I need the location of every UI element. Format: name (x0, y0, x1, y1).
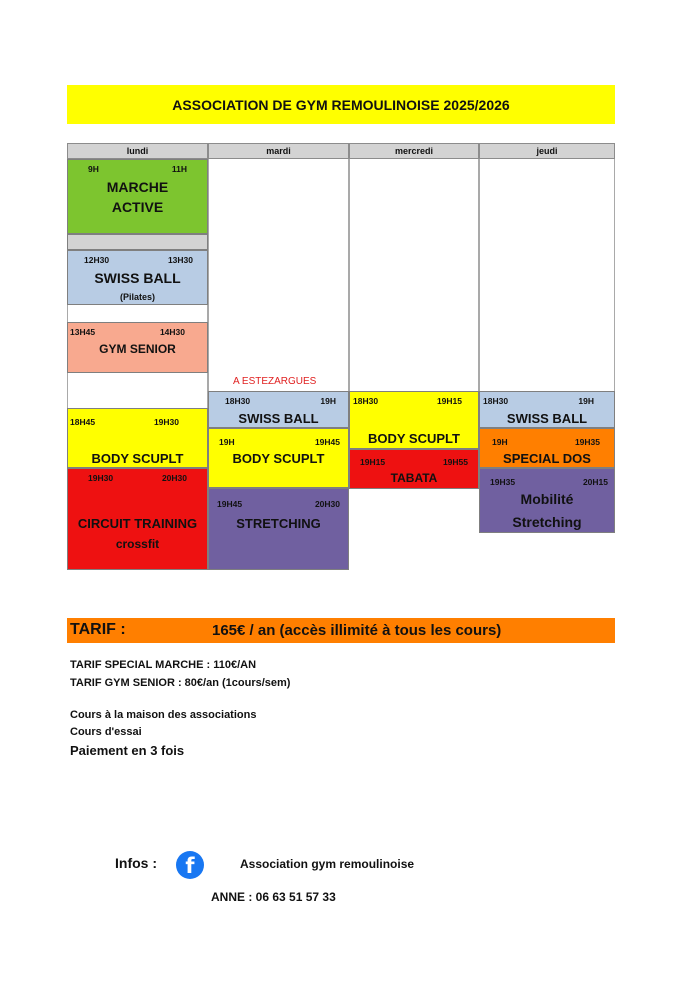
class-marche-active (67, 159, 208, 234)
class-tabata (349, 449, 479, 489)
tarif-bar (67, 618, 615, 643)
class-name: SWISS BALL (238, 411, 319, 426)
end-time: 20H30 (161, 473, 187, 483)
end-time: 19H (320, 396, 336, 406)
class-body-sculpt-mardi (208, 428, 349, 488)
facebook-page-link[interactable]: Association gym remoulinoise (240, 857, 415, 871)
class-name-line2: Stretching (512, 514, 582, 530)
tarif-text: 165€ / an (accès illimité à tous les cours) (212, 622, 502, 639)
end-time: 13H30 (167, 255, 193, 265)
class-name: GYM SENIOR (99, 342, 176, 356)
class-body-sculpt-mercredi (349, 391, 479, 449)
tarif-gym-senior: TARIF GYM SENIOR : 80€/an (1cours/sem) (70, 677, 291, 689)
class-swiss-ball-jeudi (479, 391, 615, 428)
class-mobilite-stretching (479, 468, 615, 533)
tarif-special-marche: TARIF SPECIAL MARCHE : 110€/AN (70, 659, 257, 671)
end-time: 19H55 (442, 457, 468, 467)
start-time: 18H30 (225, 396, 251, 406)
class-circuit-training (67, 468, 208, 570)
day-header-mercredi: mercredi (349, 143, 479, 159)
page-title: ASSOCIATION DE GYM REMOULINOISE 2025/2026 (67, 85, 615, 124)
start-time: 18H45 (70, 417, 96, 427)
column-jeudi (479, 159, 615, 391)
start-time: 9H (88, 164, 99, 174)
column-mercredi (349, 159, 479, 391)
tarif-label: TARIF : (70, 621, 126, 638)
class-body-sculpt-lundi (67, 408, 208, 468)
class-name: SWISS BALL (506, 411, 588, 426)
end-time: 19H30 (153, 417, 179, 427)
location-note: A ESTEZARGUES (233, 376, 317, 387)
start-time: 19H (492, 437, 508, 447)
class-name-line1: CIRCUIT TRAINING (77, 516, 198, 531)
start-time: 19H15 (360, 457, 386, 467)
class-subtitle: (Pilates) (119, 292, 155, 302)
start-time: 19H (219, 437, 235, 447)
facebook-icon[interactable]: f (176, 851, 204, 879)
start-time: 18H30 (353, 396, 379, 406)
day-header-jeudi: jeudi (479, 143, 615, 159)
start-time: 12H30 (84, 255, 110, 265)
class-stretching-mardi (208, 488, 349, 570)
class-name: STRETCHING (236, 516, 321, 531)
class-name: TABATA (390, 471, 438, 485)
end-time: 19H (578, 396, 594, 406)
start-time: 18H30 (483, 396, 509, 406)
end-time: 20H15 (582, 477, 608, 487)
end-time: 19H45 (314, 437, 340, 447)
maison-note: Cours à la maison des associations (70, 709, 257, 721)
end-time: 19H35 (574, 437, 600, 447)
class-name: BODY SCUPLT (91, 451, 184, 466)
end-time: 11H (171, 164, 187, 174)
day-header-lundi: lundi (67, 143, 208, 159)
start-time: 19H30 (88, 473, 114, 483)
grey-spacer (67, 234, 208, 250)
class-name: SPECIAL DOS (503, 451, 591, 466)
end-time: 14H30 (159, 327, 185, 337)
infos-label: Infos : (115, 855, 157, 871)
class-name-line2: ACTIVE (111, 199, 164, 215)
start-time: 19H45 (217, 499, 243, 509)
class-name-line2: crossfit (115, 537, 160, 551)
class-name-line1: Mobilité (520, 491, 574, 507)
start-time: 13H45 (70, 327, 96, 337)
class-name: BODY SCUPLT (368, 431, 460, 446)
class-special-dos (479, 428, 615, 468)
paiement-note: Paiement en 3 fois (70, 743, 185, 758)
end-time: 20H30 (314, 499, 340, 509)
class-gym-senior (67, 322, 208, 373)
class-name: BODY SCUPLT (232, 451, 325, 466)
phone-contact: ANNE : 06 63 51 57 33 (211, 890, 336, 904)
class-swiss-ball-mardi (208, 391, 349, 428)
end-time: 19H15 (436, 396, 462, 406)
class-name-line1: MARCHE (106, 179, 169, 195)
class-name: SWISS BALL (94, 270, 181, 286)
essai-note: Cours d'essai (70, 726, 142, 738)
day-header-mardi: mardi (208, 143, 349, 159)
start-time: 19H35 (490, 477, 516, 487)
class-swiss-ball-pilates (67, 250, 208, 305)
